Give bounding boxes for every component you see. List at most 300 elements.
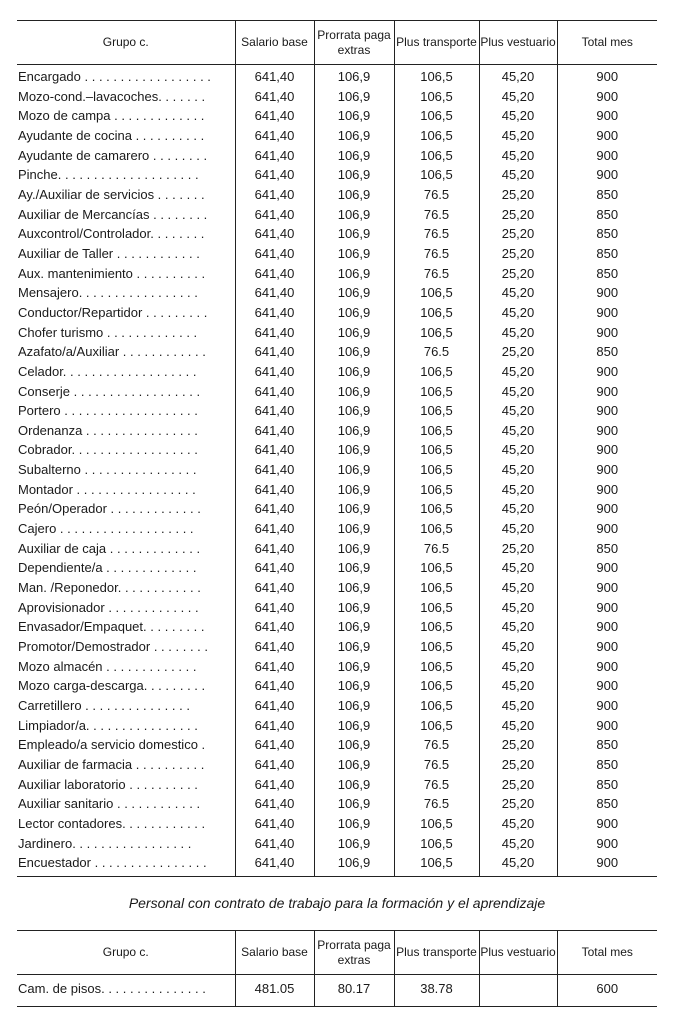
cell-total-mes: 900 (557, 617, 657, 637)
cell-prorrata-paga-extras: 106,9 (314, 834, 394, 854)
cell-prorrata-paga-extras: 106,9 (314, 106, 394, 126)
table-row (17, 657, 657, 677)
cell-total-mes: 900 (557, 421, 657, 441)
column-header-plus-transporte: Plus transporte (394, 21, 479, 65)
cell-prorrata-paga-extras: 106,9 (314, 578, 394, 598)
table-row (17, 146, 657, 166)
cell-prorrata-paga-extras: 106,9 (314, 598, 394, 618)
cell-prorrata-paga-extras: 106,9 (314, 421, 394, 441)
cell-salario-base: 641,40 (235, 539, 314, 559)
salary-table-header (17, 21, 657, 65)
cell-prorrata-paga-extras: 106,9 (314, 794, 394, 814)
cell-grupo: Ayudante de camarero . . . . . . . . (18, 147, 208, 163)
cell-plus-transporte: 106,5 (394, 814, 479, 834)
cell-grupo: Mozo de campa . . . . . . . . . . . . . (18, 108, 205, 124)
cell-prorrata-paga-extras: 106,9 (314, 224, 394, 244)
cell-plus-transporte: 106,5 (394, 87, 479, 107)
cell-plus-vestuario: 45,20 (479, 87, 557, 107)
cell-salario-base: 641,40 (235, 578, 314, 598)
cell-salario-base: 641,40 (235, 814, 314, 834)
cell-plus-transporte: 76.5 (394, 735, 479, 755)
cell-plus-vestuario: 45,20 (479, 853, 557, 876)
cell-total-mes: 900 (557, 716, 657, 736)
cell-plus-transporte: 106,5 (394, 578, 479, 598)
cell-grupo: Conserje . . . . . . . . . . . . . . . . . . (18, 383, 201, 399)
cell-grupo: Montador . . . . . . . . . . . . . . . . . (18, 481, 196, 497)
cell-prorrata-paga-extras: 106,9 (314, 65, 394, 87)
cell-plus-transporte: 76.5 (394, 244, 479, 264)
cell-plus-vestuario: 45,20 (479, 401, 557, 421)
table-row (17, 539, 657, 559)
cell-plus-vestuario: 45,20 (479, 814, 557, 834)
cell-salario-base: 641,40 (235, 598, 314, 618)
cell-salario-base: 641,40 (235, 165, 314, 185)
cell-plus-transporte: 106,5 (394, 598, 479, 618)
column-header-plus-vestuario: Plus vestuario (479, 931, 557, 975)
cell-total-mes: 900 (557, 460, 657, 480)
table-row (17, 814, 657, 834)
column-header-plus-vestuario: Plus vestuario (479, 21, 557, 65)
table-row (17, 794, 657, 814)
cell-total-mes: 900 (557, 87, 657, 107)
table-row (17, 283, 657, 303)
cell-prorrata-paga-extras: 106,9 (314, 775, 394, 795)
table-row (17, 617, 657, 637)
section-title: Personal con contrato de trabajo para la formación y el aprendizaje (128, 895, 546, 911)
cell-plus-vestuario: 45,20 (479, 578, 557, 598)
table-row (17, 440, 657, 460)
cell-plus-transporte: 106,5 (394, 853, 479, 876)
cell-total-mes: 900 (557, 637, 657, 657)
table-row (17, 205, 657, 225)
cell-grupo: Azafato/a/Auxiliar . . . . . . . . . . . . (18, 344, 206, 360)
cell-total-mes: 900 (557, 480, 657, 500)
cell-plus-transporte: 76.5 (394, 794, 479, 814)
cell-total-mes: 900 (557, 401, 657, 421)
cell-salario-base: 641,40 (235, 323, 314, 343)
cell-plus-vestuario: 45,20 (479, 637, 557, 657)
cell-total-mes: 850 (557, 794, 657, 814)
cell-salario-base: 641,40 (235, 87, 314, 107)
cell-grupo: Mozo almacén . . . . . . . . . . . . . (18, 658, 197, 674)
cell-grupo: Cajero . . . . . . . . . . . . . . . . . . . (18, 521, 194, 537)
table-row (17, 480, 657, 500)
cell-plus-vestuario: 45,20 (479, 676, 557, 696)
cell-plus-transporte: 106,5 (394, 382, 479, 402)
cell-salario-base: 641,40 (235, 244, 314, 264)
cell-plus-transporte: 106,5 (394, 323, 479, 343)
cell-prorrata-paga-extras: 106,9 (314, 735, 394, 755)
cell-prorrata-paga-extras: 106,9 (314, 244, 394, 264)
column-header-prorrata-paga-extras: Prorrata paga extras (314, 21, 394, 65)
cell-plus-vestuario: 25,20 (479, 539, 557, 559)
cell-prorrata-paga-extras: 106,9 (314, 440, 394, 460)
table-row (17, 362, 657, 382)
cell-grupo: Encuestador . . . . . . . . . . . . . . . . (17, 853, 235, 876)
cell-grupo: Portero . . . . . . . . . . . . . . . . . . . (18, 403, 198, 419)
cell-grupo: Empleado/a servicio domestico . (18, 737, 206, 753)
cell-plus-vestuario: 45,20 (479, 696, 557, 716)
cell-total-mes: 850 (557, 755, 657, 775)
cell-total-mes: 850 (557, 775, 657, 795)
cell-prorrata-paga-extras: 106,9 (314, 676, 394, 696)
cell-total-mes: 900 (557, 558, 657, 578)
cell-plus-vestuario: 45,20 (479, 323, 557, 343)
cell-total-mes: 600 (557, 975, 657, 1007)
cell-total-mes: 900 (557, 814, 657, 834)
cell-prorrata-paga-extras: 106,9 (314, 814, 394, 834)
cell-plus-vestuario: 45,20 (479, 65, 557, 87)
cell-grupo: Ordenanza . . . . . . . . . . . . . . . . (18, 422, 198, 438)
table-row (17, 853, 657, 876)
cell-plus-transporte: 76.5 (394, 264, 479, 284)
cell-plus-vestuario: 45,20 (479, 382, 557, 402)
cell-total-mes: 900 (557, 499, 657, 519)
cell-salario-base: 641,40 (235, 775, 314, 795)
table-row (17, 775, 657, 795)
cell-salario-base: 641,40 (235, 421, 314, 441)
header-row (17, 21, 657, 65)
cell-plus-transporte: 106,5 (394, 421, 479, 441)
cell-grupo: Envasador/Empaquet. . . . . . . . . (18, 619, 205, 635)
cell-plus-transporte: 106,5 (394, 499, 479, 519)
table-row (17, 65, 657, 87)
cell-prorrata-paga-extras: 106,9 (314, 401, 394, 421)
cell-total-mes: 900 (557, 657, 657, 677)
table-row (17, 755, 657, 775)
cell-plus-transporte: 76.5 (394, 755, 479, 775)
cell-salario-base: 641,40 (235, 205, 314, 225)
cell-plus-vestuario: 45,20 (479, 598, 557, 618)
table-row (17, 558, 657, 578)
cell-plus-vestuario: 45,20 (479, 106, 557, 126)
cell-prorrata-paga-extras: 106,9 (314, 657, 394, 677)
cell-prorrata-paga-extras: 106,9 (314, 716, 394, 736)
column-header-grupo: Grupo c. (17, 21, 235, 65)
table-row (17, 244, 657, 264)
formacion-table-header (17, 931, 657, 975)
cell-plus-transporte: 106,5 (394, 165, 479, 185)
cell-prorrata-paga-extras: 106,9 (314, 146, 394, 166)
cell-grupo: Aux. mantenimiento . . . . . . . . . . (18, 265, 206, 281)
cell-plus-transporte: 106,5 (394, 676, 479, 696)
cell-total-mes: 900 (557, 676, 657, 696)
cell-grupo: Ay./Auxiliar de servicios . . . . . . . (18, 186, 205, 202)
cell-plus-transporte: 106,5 (394, 637, 479, 657)
cell-plus-vestuario: 45,20 (479, 165, 557, 185)
cell-prorrata-paga-extras: 106,9 (314, 323, 394, 343)
cell-salario-base: 641,40 (235, 106, 314, 126)
table-row (17, 264, 657, 284)
table-row (17, 185, 657, 205)
cell-prorrata-paga-extras: 106,9 (314, 755, 394, 775)
cell-prorrata-paga-extras: 106,9 (314, 539, 394, 559)
cell-salario-base: 641,40 (235, 146, 314, 166)
cell-grupo: Cobrador. . . . . . . . . . . . . . . . . . (18, 442, 198, 458)
table-row (17, 87, 657, 107)
column-header-plus-transporte: Plus transporte (394, 931, 479, 975)
cell-total-mes: 900 (557, 283, 657, 303)
cell-salario-base: 641,40 (235, 362, 314, 382)
cell-salario-base: 641,40 (235, 264, 314, 284)
table-row (17, 716, 657, 736)
cell-total-mes: 900 (557, 853, 657, 876)
cell-grupo: Pinche. . . . . . . . . . . . . . . . . . . . (18, 167, 199, 183)
cell-salario-base: 641,40 (235, 637, 314, 657)
cell-plus-transporte: 106,5 (394, 126, 479, 146)
cell-salario-base: 641,40 (235, 460, 314, 480)
cell-total-mes: 900 (557, 146, 657, 166)
cell-plus-vestuario: 25,20 (479, 775, 557, 795)
salary-table (17, 20, 657, 877)
cell-salario-base: 641,40 (235, 834, 314, 854)
cell-grupo: Auxiliar de Mercancías . . . . . . . . (18, 206, 208, 222)
table-row (17, 342, 657, 362)
table-row (17, 165, 657, 185)
column-header-salario-base: Salario base (235, 931, 314, 975)
cell-total-mes: 900 (557, 362, 657, 382)
cell-prorrata-paga-extras: 106,9 (314, 460, 394, 480)
cell-plus-vestuario: 45,20 (479, 440, 557, 460)
cell-salario-base: 641,40 (235, 342, 314, 362)
cell-grupo: Subalterno . . . . . . . . . . . . . . . . (18, 462, 197, 478)
cell-grupo: Mozo-cond.–lavacoches. . . . . . . (18, 88, 206, 104)
table-row (17, 676, 657, 696)
cell-plus-transporte: 106,5 (394, 303, 479, 323)
cell-plus-vestuario: 45,20 (479, 283, 557, 303)
table-row (17, 382, 657, 402)
cell-salario-base: 641,40 (235, 303, 314, 323)
cell-total-mes: 850 (557, 539, 657, 559)
cell-prorrata-paga-extras: 80.17 (314, 975, 394, 1007)
cell-plus-transporte: 106,5 (394, 460, 479, 480)
cell-plus-transporte: 106,5 (394, 519, 479, 539)
cell-total-mes: 900 (557, 165, 657, 185)
formacion-table (17, 930, 657, 1007)
cell-plus-vestuario: 45,20 (479, 146, 557, 166)
cell-plus-transporte: 76.5 (394, 342, 479, 362)
cell-total-mes: 900 (557, 303, 657, 323)
cell-total-mes: 850 (557, 205, 657, 225)
table-row (17, 499, 657, 519)
cell-salario-base: 641,40 (235, 224, 314, 244)
cell-prorrata-paga-extras: 106,9 (314, 87, 394, 107)
cell-plus-vestuario: 25,20 (479, 755, 557, 775)
cell-prorrata-paga-extras: 106,9 (314, 283, 394, 303)
cell-grupo: Celador. . . . . . . . . . . . . . . . . . . (18, 363, 197, 379)
column-header-grupo: Grupo c. (17, 931, 235, 975)
table-row (17, 401, 657, 421)
cell-prorrata-paga-extras: 106,9 (314, 853, 394, 876)
cell-plus-transporte: 106,5 (394, 362, 479, 382)
table-row (17, 126, 657, 146)
cell-grupo: Ayudante de cocina . . . . . . . . . . (18, 127, 205, 143)
column-header-total-mes: Total mes (557, 931, 657, 975)
cell-prorrata-paga-extras: 106,9 (314, 205, 394, 225)
cell-total-mes: 900 (557, 323, 657, 343)
cell-grupo: Man. /Reponedor. . . . . . . . . . . . (18, 580, 201, 596)
column-header-prorrata-paga-extras: Prorrata paga extras (314, 931, 394, 975)
cell-prorrata-paga-extras: 106,9 (314, 480, 394, 500)
cell-plus-vestuario: 45,20 (479, 126, 557, 146)
cell-salario-base: 641,40 (235, 382, 314, 402)
table-row (17, 106, 657, 126)
cell-salario-base: 641,40 (235, 283, 314, 303)
cell-prorrata-paga-extras: 106,9 (314, 126, 394, 146)
cell-plus-transporte: 106,5 (394, 834, 479, 854)
cell-salario-base: 641,40 (235, 519, 314, 539)
table-row (17, 421, 657, 441)
table-row (17, 975, 657, 1007)
formacion-table-body (17, 975, 657, 1007)
table-row (17, 637, 657, 657)
table-row (17, 303, 657, 323)
cell-plus-transporte: 106,5 (394, 480, 479, 500)
cell-total-mes: 850 (557, 244, 657, 264)
cell-grupo: Peón/Operador . . . . . . . . . . . . . (18, 501, 201, 517)
cell-grupo: Dependiente/a . . . . . . . . . . . . . (18, 560, 197, 576)
cell-total-mes: 900 (557, 126, 657, 146)
table-row (17, 224, 657, 244)
cell-total-mes: 900 (557, 440, 657, 460)
cell-plus-vestuario: 45,20 (479, 834, 557, 854)
cell-salario-base: 641,40 (235, 499, 314, 519)
cell-plus-vestuario: 45,20 (479, 519, 557, 539)
cell-total-mes: 900 (557, 519, 657, 539)
cell-plus-transporte: 106,5 (394, 283, 479, 303)
table-row (17, 519, 657, 539)
cell-salario-base: 641,40 (235, 657, 314, 677)
cell-plus-transporte: 106,5 (394, 696, 479, 716)
cell-prorrata-paga-extras: 106,9 (314, 382, 394, 402)
cell-plus-vestuario: 45,20 (479, 558, 557, 578)
cell-plus-vestuario: 45,20 (479, 421, 557, 441)
cell-plus-vestuario: 45,20 (479, 657, 557, 677)
cell-grupo: Mozo carga-descarga. . . . . . . . . (18, 678, 206, 694)
cell-plus-transporte: 106,5 (394, 65, 479, 87)
cell-prorrata-paga-extras: 106,9 (314, 617, 394, 637)
cell-prorrata-paga-extras: 106,9 (314, 637, 394, 657)
cell-grupo: Auxiliar de farmacia . . . . . . . . . . (18, 756, 205, 772)
cell-grupo: Auxiliar laboratorio . . . . . . . . . . (18, 776, 198, 792)
cell-total-mes: 850 (557, 342, 657, 362)
cell-salario-base: 641,40 (235, 185, 314, 205)
cell-plus-vestuario: 25,20 (479, 244, 557, 264)
cell-plus-transporte: 38.78 (394, 975, 479, 1007)
cell-grupo: Aprovisionador . . . . . . . . . . . . . (18, 599, 199, 615)
cell-plus-transporte: 106,5 (394, 657, 479, 677)
cell-plus-vestuario: 45,20 (479, 480, 557, 500)
cell-salario-base: 641,40 (235, 676, 314, 696)
cell-total-mes: 900 (557, 382, 657, 402)
cell-total-mes: 850 (557, 224, 657, 244)
cell-plus-vestuario: 45,20 (479, 460, 557, 480)
table-row (17, 834, 657, 854)
table-row (17, 696, 657, 716)
cell-plus-vestuario: 25,20 (479, 224, 557, 244)
column-header-salario-base: Salario base (235, 21, 314, 65)
cell-grupo: Auxiliar de caja . . . . . . . . . . . . . (18, 540, 201, 556)
cell-grupo: Auxiliar sanitario . . . . . . . . . . . . (18, 796, 201, 812)
cell-salario-base: 481.05 (235, 975, 314, 1007)
salary-table-body (17, 65, 657, 877)
cell-salario-base: 641,40 (235, 480, 314, 500)
cell-total-mes: 900 (557, 578, 657, 598)
cell-prorrata-paga-extras: 106,9 (314, 519, 394, 539)
cell-salario-base: 641,40 (235, 617, 314, 637)
cell-plus-transporte: 106,5 (394, 401, 479, 421)
cell-plus-transporte: 76.5 (394, 185, 479, 205)
cell-salario-base: 641,40 (235, 853, 314, 876)
cell-total-mes: 850 (557, 264, 657, 284)
cell-grupo: Promotor/Demostrador . . . . . . . . (18, 639, 208, 655)
cell-salario-base: 641,40 (235, 716, 314, 736)
cell-grupo: Encargado . . . . . . . . . . . . . . . . . . (18, 69, 211, 84)
cell-prorrata-paga-extras: 106,9 (314, 342, 394, 362)
cell-grupo: Limpiador/a. . . . . . . . . . . . . . . . (18, 717, 198, 733)
cell-grupo: Lector contadores. . . . . . . . . . . . (18, 815, 206, 831)
cell-plus-transporte: 106,5 (394, 558, 479, 578)
cell-total-mes: 900 (557, 106, 657, 126)
cell-salario-base: 641,40 (235, 65, 314, 87)
cell-total-mes: 900 (557, 696, 657, 716)
cell-plus-vestuario (479, 975, 557, 1007)
cell-prorrata-paga-extras: 106,9 (314, 696, 394, 716)
table-row (17, 578, 657, 598)
cell-prorrata-paga-extras: 106,9 (314, 303, 394, 323)
cell-salario-base: 641,40 (235, 794, 314, 814)
cell-plus-vestuario: 25,20 (479, 735, 557, 755)
cell-plus-vestuario: 45,20 (479, 617, 557, 637)
cell-plus-vestuario: 45,20 (479, 362, 557, 382)
cell-salario-base: 641,40 (235, 755, 314, 775)
table-row (17, 323, 657, 343)
cell-grupo: Carretillero . . . . . . . . . . . . . . . (18, 698, 190, 713)
cell-salario-base: 641,40 (235, 558, 314, 578)
cell-grupo: Jardinero. . . . . . . . . . . . . . . . . (18, 835, 192, 851)
cell-total-mes: 850 (557, 185, 657, 205)
cell-total-mes: 900 (557, 834, 657, 854)
cell-plus-transporte: 106,5 (394, 440, 479, 460)
cell-prorrata-paga-extras: 106,9 (314, 264, 394, 284)
cell-grupo: Conductor/Repartidor . . . . . . . . . (18, 304, 208, 320)
column-header-total-mes: Total mes (557, 21, 657, 65)
cell-plus-vestuario: 25,20 (479, 185, 557, 205)
cell-plus-transporte: 106,5 (394, 146, 479, 166)
cell-total-mes: 900 (557, 598, 657, 618)
cell-plus-transporte: 76.5 (394, 224, 479, 244)
cell-salario-base: 641,40 (235, 126, 314, 146)
cell-plus-transporte: 106,5 (394, 716, 479, 736)
cell-total-mes: 900 (557, 65, 657, 87)
cell-prorrata-paga-extras: 106,9 (314, 362, 394, 382)
table-row (17, 460, 657, 480)
cell-grupo: Auxcontrol/Controlador. . . . . . . . (18, 226, 205, 242)
cell-plus-vestuario: 45,20 (479, 303, 557, 323)
cell-prorrata-paga-extras: 106,9 (314, 558, 394, 578)
cell-plus-vestuario: 25,20 (479, 264, 557, 284)
cell-grupo: Cam. de pisos. . . . . . . . . . . . . . . (17, 975, 235, 1007)
cell-salario-base: 641,40 (235, 401, 314, 421)
cell-plus-transporte: 106,5 (394, 617, 479, 637)
cell-plus-vestuario: 25,20 (479, 342, 557, 362)
cell-salario-base: 641,40 (235, 735, 314, 755)
cell-plus-transporte: 106,5 (394, 106, 479, 126)
cell-plus-vestuario: 25,20 (479, 794, 557, 814)
cell-plus-transporte: 76.5 (394, 775, 479, 795)
cell-total-mes: 850 (557, 735, 657, 755)
table-row (17, 735, 657, 755)
